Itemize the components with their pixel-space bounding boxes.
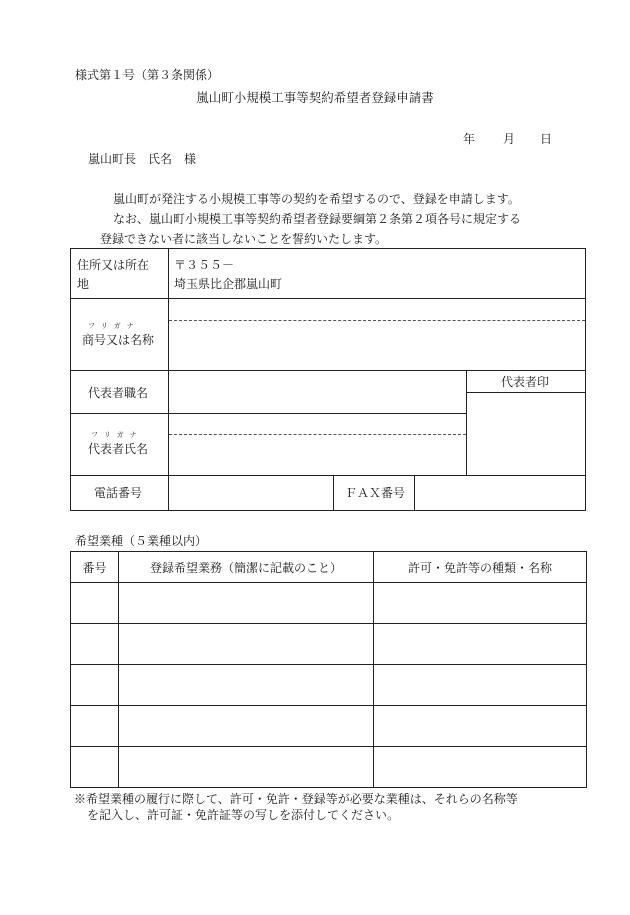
number-cell[interactable] <box>71 747 119 788</box>
row-divider <box>70 413 466 414</box>
rep-name-label: 代表者氏名 <box>88 442 149 456</box>
fax-value-divider <box>414 475 415 511</box>
phone-fax-divider <box>333 475 334 511</box>
phone-label: 電話番号 <box>94 486 143 500</box>
date-day-label: 日 <box>540 132 553 146</box>
business-table-header <box>71 552 587 583</box>
note-line-1: ※希望業種の履行に際して、許可・免許・登録等が必要な業種は、それらの名称等 <box>74 792 518 806</box>
note-line-2: を記入し、許可証・免許証等の写しを添付してください。 <box>87 808 400 822</box>
table-row <box>71 747 587 788</box>
license-cell[interactable] <box>374 624 587 665</box>
postal-code-value: 〒３５５－ <box>174 258 235 272</box>
address-label-line-2: 地 <box>77 277 90 291</box>
table-row <box>71 706 587 747</box>
furigana-dashed-line <box>169 434 466 435</box>
body-line-1: 嵐山町が発注する小規模工事等の契約を希望するので、登録を申請します。 <box>113 192 520 206</box>
company-name-label: 商号又は名称 <box>82 333 155 347</box>
table-row <box>71 624 587 665</box>
body-line-3: 登録できない者に該当しないことを誓約いたします。 <box>100 232 388 246</box>
business-cell[interactable] <box>119 624 374 665</box>
seal-divider <box>466 392 586 393</box>
number-cell[interactable] <box>71 706 119 747</box>
header-license: 許可・免許等の種類・名称 <box>374 552 587 583</box>
business-cell[interactable] <box>119 747 374 788</box>
table-row <box>71 583 587 624</box>
date-year-label: 年 <box>463 132 476 146</box>
business-section-title: 希望業種（５業種以内） <box>75 534 208 548</box>
label-column-divider <box>168 248 169 511</box>
furigana-dashed-line <box>169 320 585 321</box>
header-business: 登録希望業務（簡潔に記載のこと） <box>119 552 374 583</box>
form-number: 様式第１号（第３条関係） <box>75 68 220 82</box>
business-cell[interactable] <box>119 706 374 747</box>
rep-seal-label: 代表者印 <box>501 375 550 389</box>
number-cell[interactable] <box>71 665 119 706</box>
address-value: 埼玉県比企郡嵐山町 <box>174 277 283 291</box>
business-cell[interactable] <box>119 665 374 706</box>
license-cell[interactable] <box>374 665 587 706</box>
license-cell[interactable] <box>374 747 587 788</box>
row-divider <box>70 370 586 371</box>
header-number: 番号 <box>71 552 119 583</box>
license-cell[interactable] <box>374 706 587 747</box>
fax-label: ＦＡＸ番号 <box>345 486 406 500</box>
company-furigana: フリガナ <box>88 322 140 330</box>
table-row <box>71 665 587 706</box>
rep-name-furigana: フリガナ <box>91 431 143 439</box>
page-title: 嵐山町小規模工事等契約希望者登録申請書 <box>196 90 434 105</box>
business-table <box>70 551 587 788</box>
date-month-label: 月 <box>503 132 516 146</box>
seal-column-divider <box>466 370 467 475</box>
number-cell[interactable] <box>71 624 119 665</box>
number-cell[interactable] <box>71 583 119 624</box>
license-cell[interactable] <box>374 583 587 624</box>
body-line-2: なお、嵐山町小規模工事等契約希望者登録要綱第２条第２項各号に規定する <box>113 212 522 226</box>
rep-title-label: 代表者職名 <box>88 386 149 400</box>
addressee: 嵐山町長 氏名 様 <box>88 152 197 166</box>
row-divider <box>70 475 586 476</box>
business-cell[interactable] <box>119 583 374 624</box>
row-divider <box>70 298 586 299</box>
address-label-line-1: 住所又は所在 <box>77 258 150 272</box>
